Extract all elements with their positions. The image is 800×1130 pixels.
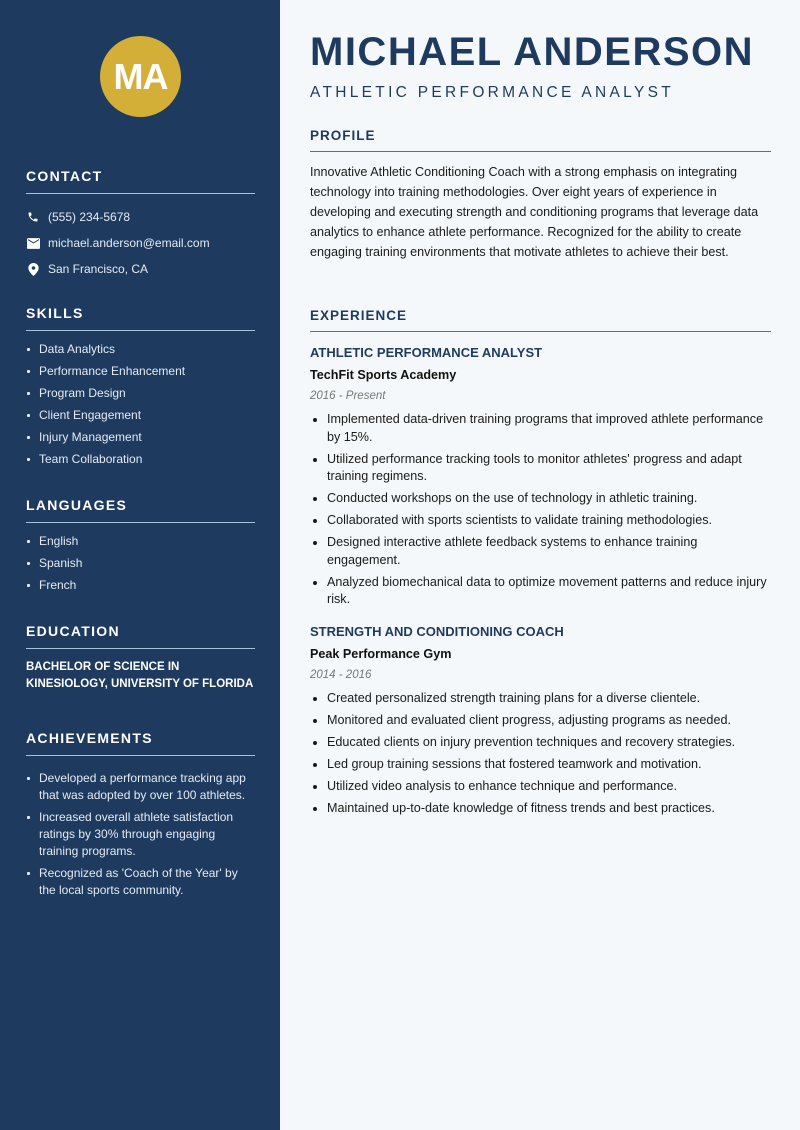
job-bullets: [310, 690, 771, 818]
education-heading: EDUCATION: [26, 623, 255, 649]
avatar: [100, 36, 181, 117]
achievements-list: [26, 770, 255, 899]
job-dates: 2016 - Present: [310, 390, 386, 402]
avatar-initials: MA: [113, 55, 168, 97]
job-bullet: Led group training sessions that fostered teamwork and motivation.: [310, 756, 771, 774]
contact-location: [26, 256, 255, 282]
job-title-header: ATHLETIC PERFORMANCE ANALYST: [310, 84, 674, 101]
achievements-heading: ACHIEVEMENTS: [26, 730, 255, 756]
job-bullet: Conducted workshops on the use of technology in athletic training.: [310, 490, 771, 508]
company-name: Peak Performance Gym: [310, 646, 452, 661]
profile-heading: PROFILE: [310, 128, 771, 152]
job-bullet: Created personalized strength training plans for a diverse clientele.: [310, 690, 771, 708]
experience-section: [310, 308, 771, 822]
skills-heading: SKILLS: [26, 305, 255, 331]
job-entry: [310, 623, 771, 818]
job-bullet: Implemented data-driven training programs that improved athlete performance by 15%.: [310, 411, 771, 446]
achievement-item: Recognized as 'Coach of the Year' by the local sports community.: [26, 865, 255, 899]
achievements-section: [26, 730, 255, 904]
contact-section: [26, 168, 255, 282]
experience-heading: EXPERIENCE: [310, 308, 771, 332]
languages-heading: LANGUAGES: [26, 497, 255, 523]
contact-phone: [26, 204, 255, 230]
phone-number[interactable]: (555) 234-5678: [48, 210, 131, 224]
skill-item: Team Collaboration: [26, 451, 255, 468]
skill-item: Program Design: [26, 385, 255, 402]
email-address[interactable]: michael.anderson@email.com: [48, 236, 210, 250]
job-bullet: Utilized performance tracking tools to monitor athletes' progress and adapt training regimens.: [310, 451, 771, 486]
profile-section: [310, 128, 771, 262]
contact-email: [26, 230, 255, 256]
skill-item: Client Engagement: [26, 407, 255, 424]
contact-heading: CONTACT: [26, 168, 255, 194]
job-bullet: Collaborated with sports scientists to validate training methodologies.: [310, 512, 771, 530]
sidebar: [0, 0, 280, 1130]
job-title: STRENGTH AND CONDITIONING COACH: [310, 623, 564, 639]
language-item: Spanish: [26, 555, 255, 572]
job-bullets: [310, 411, 771, 609]
phone-icon: [26, 210, 40, 224]
company-name: TechFit Sports Academy: [310, 368, 457, 382]
languages-section: [26, 497, 255, 599]
job-dates: 2014 - 2016: [310, 668, 372, 681]
profile-summary: Innovative Athletic Conditioning Coach with a strong emphasis on integrating technology into training methodologies. Over eight years of experience in developing and executing strength and conditioning programs that leverage data analytics to enhance athlete performance. Recognized for the ability to create engaging training environments that motivate athletes to achieve their best.: [310, 165, 759, 259]
candidate-name: MICHAEL ANDERSON: [310, 30, 755, 74]
skill-item: Data Analytics: [26, 341, 255, 358]
contact-list: [26, 204, 255, 282]
email-icon: [26, 236, 40, 250]
achievement-item: Increased overall athlete satisfaction ratings by 30% through engaging training programs.: [26, 809, 255, 860]
job-bullet: Monitored and evaluated client progress, adjusting programs as needed.: [310, 712, 771, 730]
job-bullet: Utilized video analysis to enhance technique and performance.: [310, 778, 771, 796]
location-pin-icon: [26, 262, 40, 276]
skills-section: [26, 305, 255, 473]
education-section: [26, 623, 255, 693]
job-bullet: Designed interactive athlete feedback systems to enhance training engagement.: [310, 534, 771, 569]
languages-list: [26, 533, 255, 594]
skills-list: [26, 341, 255, 468]
achievement-item: Developed a performance tracking app that was adopted by over 100 athletes.: [26, 770, 255, 804]
job-bullet: Maintained up-to-date knowledge of fitness trends and best practices.: [310, 800, 771, 818]
education-degree: BACHELOR OF SCIENCE IN KINESIOLOGY, UNIVERSITY OF FLORIDA: [26, 661, 254, 690]
skill-item: Performance Enhancement: [26, 363, 255, 380]
job-bullet: Educated clients on injury prevention techniques and recovery strategies.: [310, 734, 771, 752]
job-bullet: Analyzed biomechanical data to optimize movement patterns and reduce injury risk.: [310, 574, 771, 609]
job-title: ATHLETIC PERFORMANCE ANALYST: [310, 345, 543, 360]
location-text: San Francisco, CA: [48, 262, 149, 276]
job-entry: [310, 344, 771, 609]
language-item: English: [26, 533, 255, 550]
skill-item: Injury Management: [26, 429, 255, 446]
language-item: French: [26, 577, 255, 594]
